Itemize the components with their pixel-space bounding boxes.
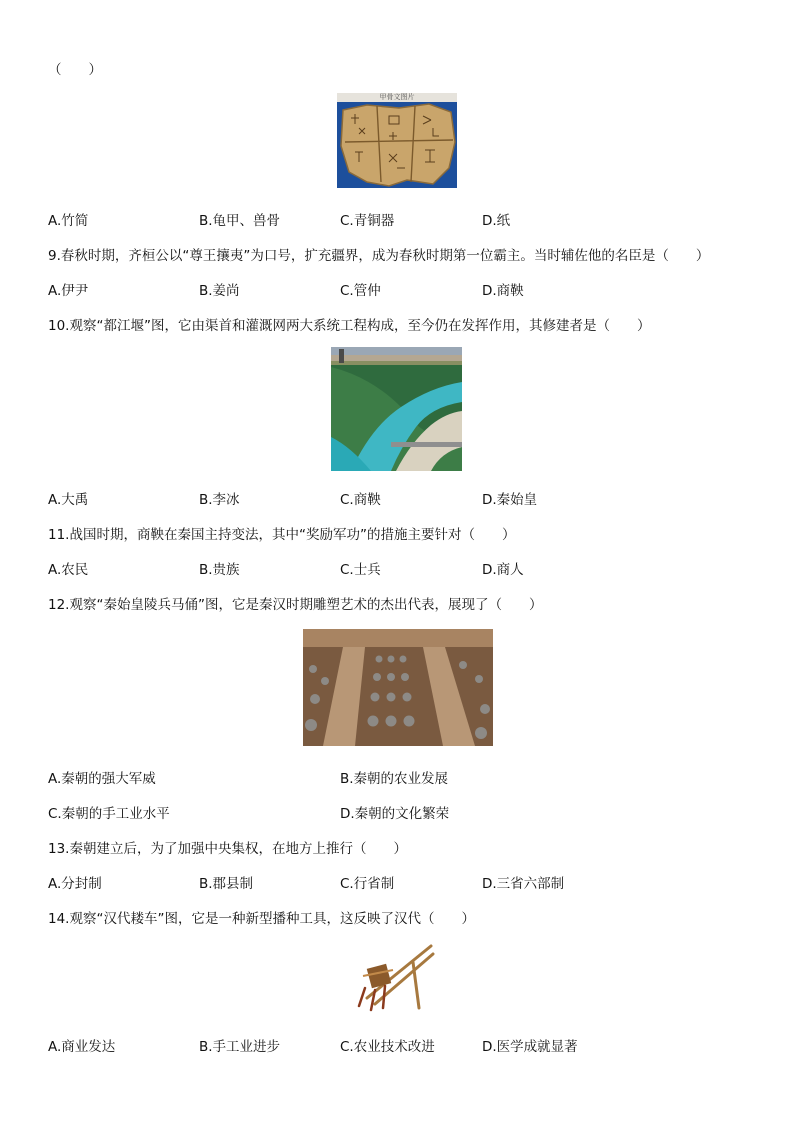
terracotta-army-drawing — [303, 629, 493, 746]
q10-option-d: D.秦始皇 — [482, 492, 538, 508]
q12-option-d: D.秦朝的文化繁荣 — [340, 806, 450, 822]
han-seeder-drawing — [353, 940, 435, 1018]
q11-option-c: C.士兵 — [340, 562, 381, 578]
q14-option-d: D.医学成就显著 — [482, 1039, 578, 1055]
q9-option-d: D.商鞅 — [482, 283, 524, 299]
q14-option-c: C.农业技术改进 — [340, 1039, 435, 1055]
q9-stem: 9.春秋时期，齐桓公以“尊王攘夷”为口号，扩充疆界，成为春秋时期第一位霸主。当时辅佐他的名臣是（ ） — [48, 248, 710, 264]
q12-stem: 12.观察“秦始皇陵兵马俑”图，它是秦汉时期雕塑艺术的杰出代表，展现了（ ） — [48, 597, 543, 613]
q10-option-c: C.商鞅 — [340, 492, 381, 508]
q11-stem: 11.战国时期，商鞅在秦国主持变法，其中“奖励军功”的措施主要针对（ ） — [48, 527, 516, 543]
oracle-bone-image — [337, 93, 457, 188]
terracotta-army-image — [303, 629, 493, 746]
q13-stem: 13.秦朝建立后，为了加强中央集权，在地方上推行（ ） — [48, 841, 407, 857]
q8-stem: （ ） — [48, 62, 102, 78]
q8-option-b: B.龟甲、兽骨 — [199, 213, 281, 229]
q10-option-a: A.大禹 — [48, 492, 89, 508]
q11-option-a: A.农民 — [48, 562, 89, 578]
dujiangyan-image — [331, 347, 462, 471]
q14-option-a: A.商业发达 — [48, 1039, 116, 1055]
q9-option-a: A.伊尹 — [48, 283, 89, 299]
q9-option-c: C.管仲 — [340, 283, 381, 299]
q14-stem: 14.观察“汉代耧车”图，它是一种新型播种工具，这反映了汉代（ ） — [48, 911, 475, 927]
q13-option-a: A.分封制 — [48, 876, 102, 892]
oracle-bone-caption: 甲骨文图片 — [337, 93, 457, 102]
q13-option-d: D.三省六部制 — [482, 876, 565, 892]
q8-option-d: D.纸 — [482, 213, 511, 229]
han-seeder-image — [353, 940, 435, 1018]
q10-option-b: B.李冰 — [199, 492, 240, 508]
q9-option-b: B.姜尚 — [199, 283, 240, 299]
q12-option-a: A.秦朝的强大军威 — [48, 771, 156, 787]
q12-option-c: C.秦朝的手工业水平 — [48, 806, 170, 822]
q11-option-d: D.商人 — [482, 562, 524, 578]
q13-option-c: C.行省制 — [340, 876, 395, 892]
q12-option-b: B.秦朝的农业发展 — [340, 771, 449, 787]
dujiangyan-drawing — [331, 347, 462, 471]
q8-option-a: A.竹简 — [48, 213, 89, 229]
q14-option-b: B.手工业进步 — [199, 1039, 281, 1055]
q11-option-b: B.贵族 — [199, 562, 240, 578]
q13-option-b: B.郡县制 — [199, 876, 254, 892]
q8-option-c: C.青铜器 — [340, 213, 395, 229]
q10-stem: 10.观察“都江堰”图，它由渠首和灌溉网两大系统工程构成，至今仍在发挥作用，其修建者是（ ） — [48, 318, 651, 334]
oracle-bone-drawing — [337, 102, 457, 188]
